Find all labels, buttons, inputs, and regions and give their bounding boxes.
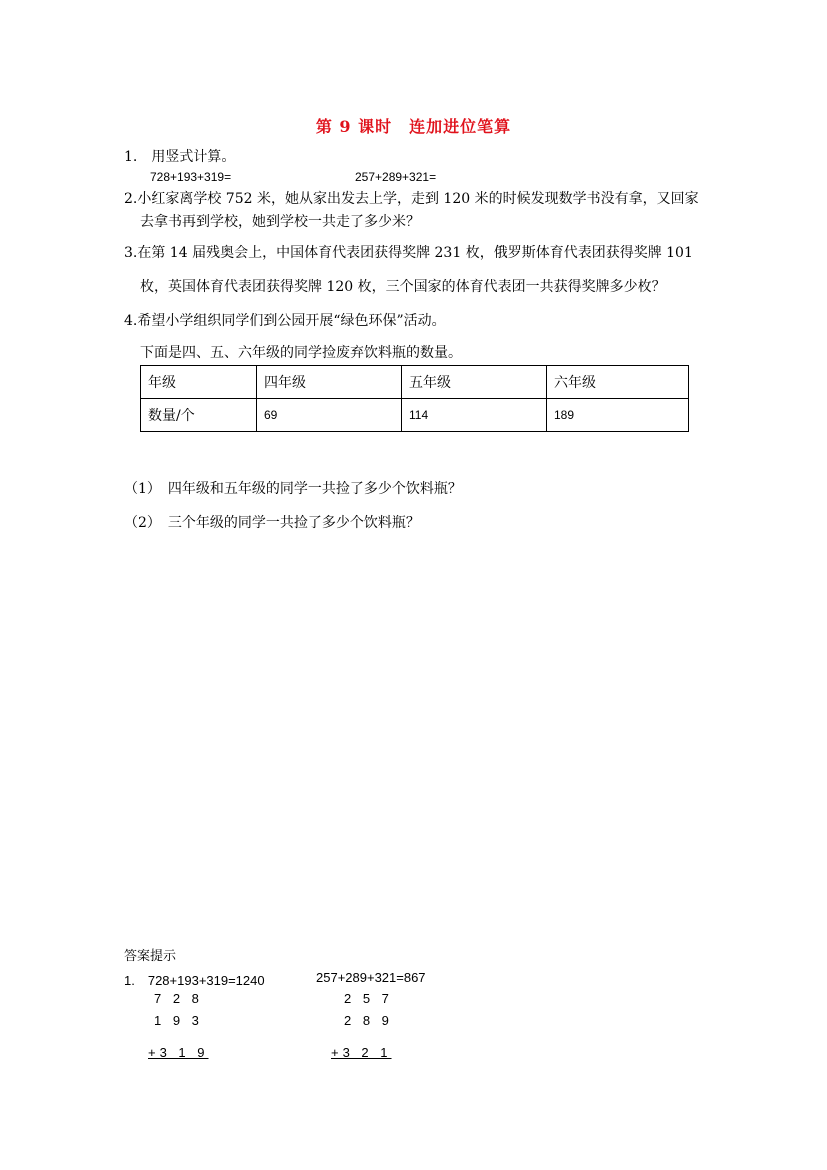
question-1-expression-1: 728+193+319= — [150, 170, 232, 184]
table-cell: 数量/个 — [141, 399, 257, 432]
table-cell: 114 — [402, 399, 547, 432]
question-2-line-2: 去拿书再到学校，她到学校一共走了多少米？ — [140, 214, 420, 230]
answer-1-expression-2: 257+289+321=867 — [316, 970, 426, 985]
table-header-cell: 四年级 — [257, 366, 402, 399]
question-4-sub-2: （2） 三个年级的同学一共捡了多少个饮料瓶？ — [124, 515, 420, 531]
question-1-expression-2: 257+289+321= — [355, 170, 437, 184]
question-4-line-2: 下面是四、五、六年级的同学捡废弃饮料瓶的数量。 — [140, 345, 462, 361]
question-1-label: 1. 用竖式计算。 — [124, 149, 236, 165]
question-3-line-2: 枚，英国体育代表团获得奖牌 120 枚，三个国家的体育代表团一共获得奖牌多少枚？ — [140, 279, 666, 295]
vertical-calc-1-row-2: 1 9 3 — [154, 1013, 203, 1028]
table-cell: 189 — [547, 399, 689, 432]
answer-1-expression-1: 1. 728+193+319=1240 — [124, 973, 265, 988]
table-row — [141, 399, 689, 432]
question-3-line-1: 3.在第 14 届残奥会上，中国体育代表团获得奖牌 231 枚，俄罗斯体育代表团获得奖牌 101 — [124, 245, 693, 261]
answers-heading: 答案提示 — [124, 949, 177, 964]
table-header-cell: 年级 — [141, 366, 257, 399]
question-2-line-1: 2.小红家离学校 752 米，她从家出发去上学，走到 120 米的时候发现数学书没有拿，又回家 — [124, 191, 699, 207]
table-header-cell: 五年级 — [402, 366, 547, 399]
question-4-line-1: 4.希望小学组织同学们到公园开展“绿色环保”活动。 — [124, 313, 446, 329]
vertical-calc-1-row-3: +3 1 9 — [148, 1045, 209, 1060]
vertical-calc-2-row-1: 2 5 7 — [344, 991, 393, 1006]
question-4-sub-1: （1） 四年级和五年级的同学一共捡了多少个饮料瓶？ — [124, 481, 462, 497]
table-header-cell: 六年级 — [547, 366, 689, 399]
vertical-calc-2-row-3: +3 2 1 — [331, 1045, 392, 1060]
vertical-calc-1-row-1: 7 2 8 — [154, 991, 203, 1006]
vertical-calc-2-row-2: 2 8 9 — [344, 1013, 393, 1028]
page-title: 第 9 课时 连加进位笔算 — [315, 117, 512, 136]
table-header-row — [141, 366, 689, 399]
table-cell: 69 — [257, 399, 402, 432]
bottle-count-table — [140, 365, 689, 432]
